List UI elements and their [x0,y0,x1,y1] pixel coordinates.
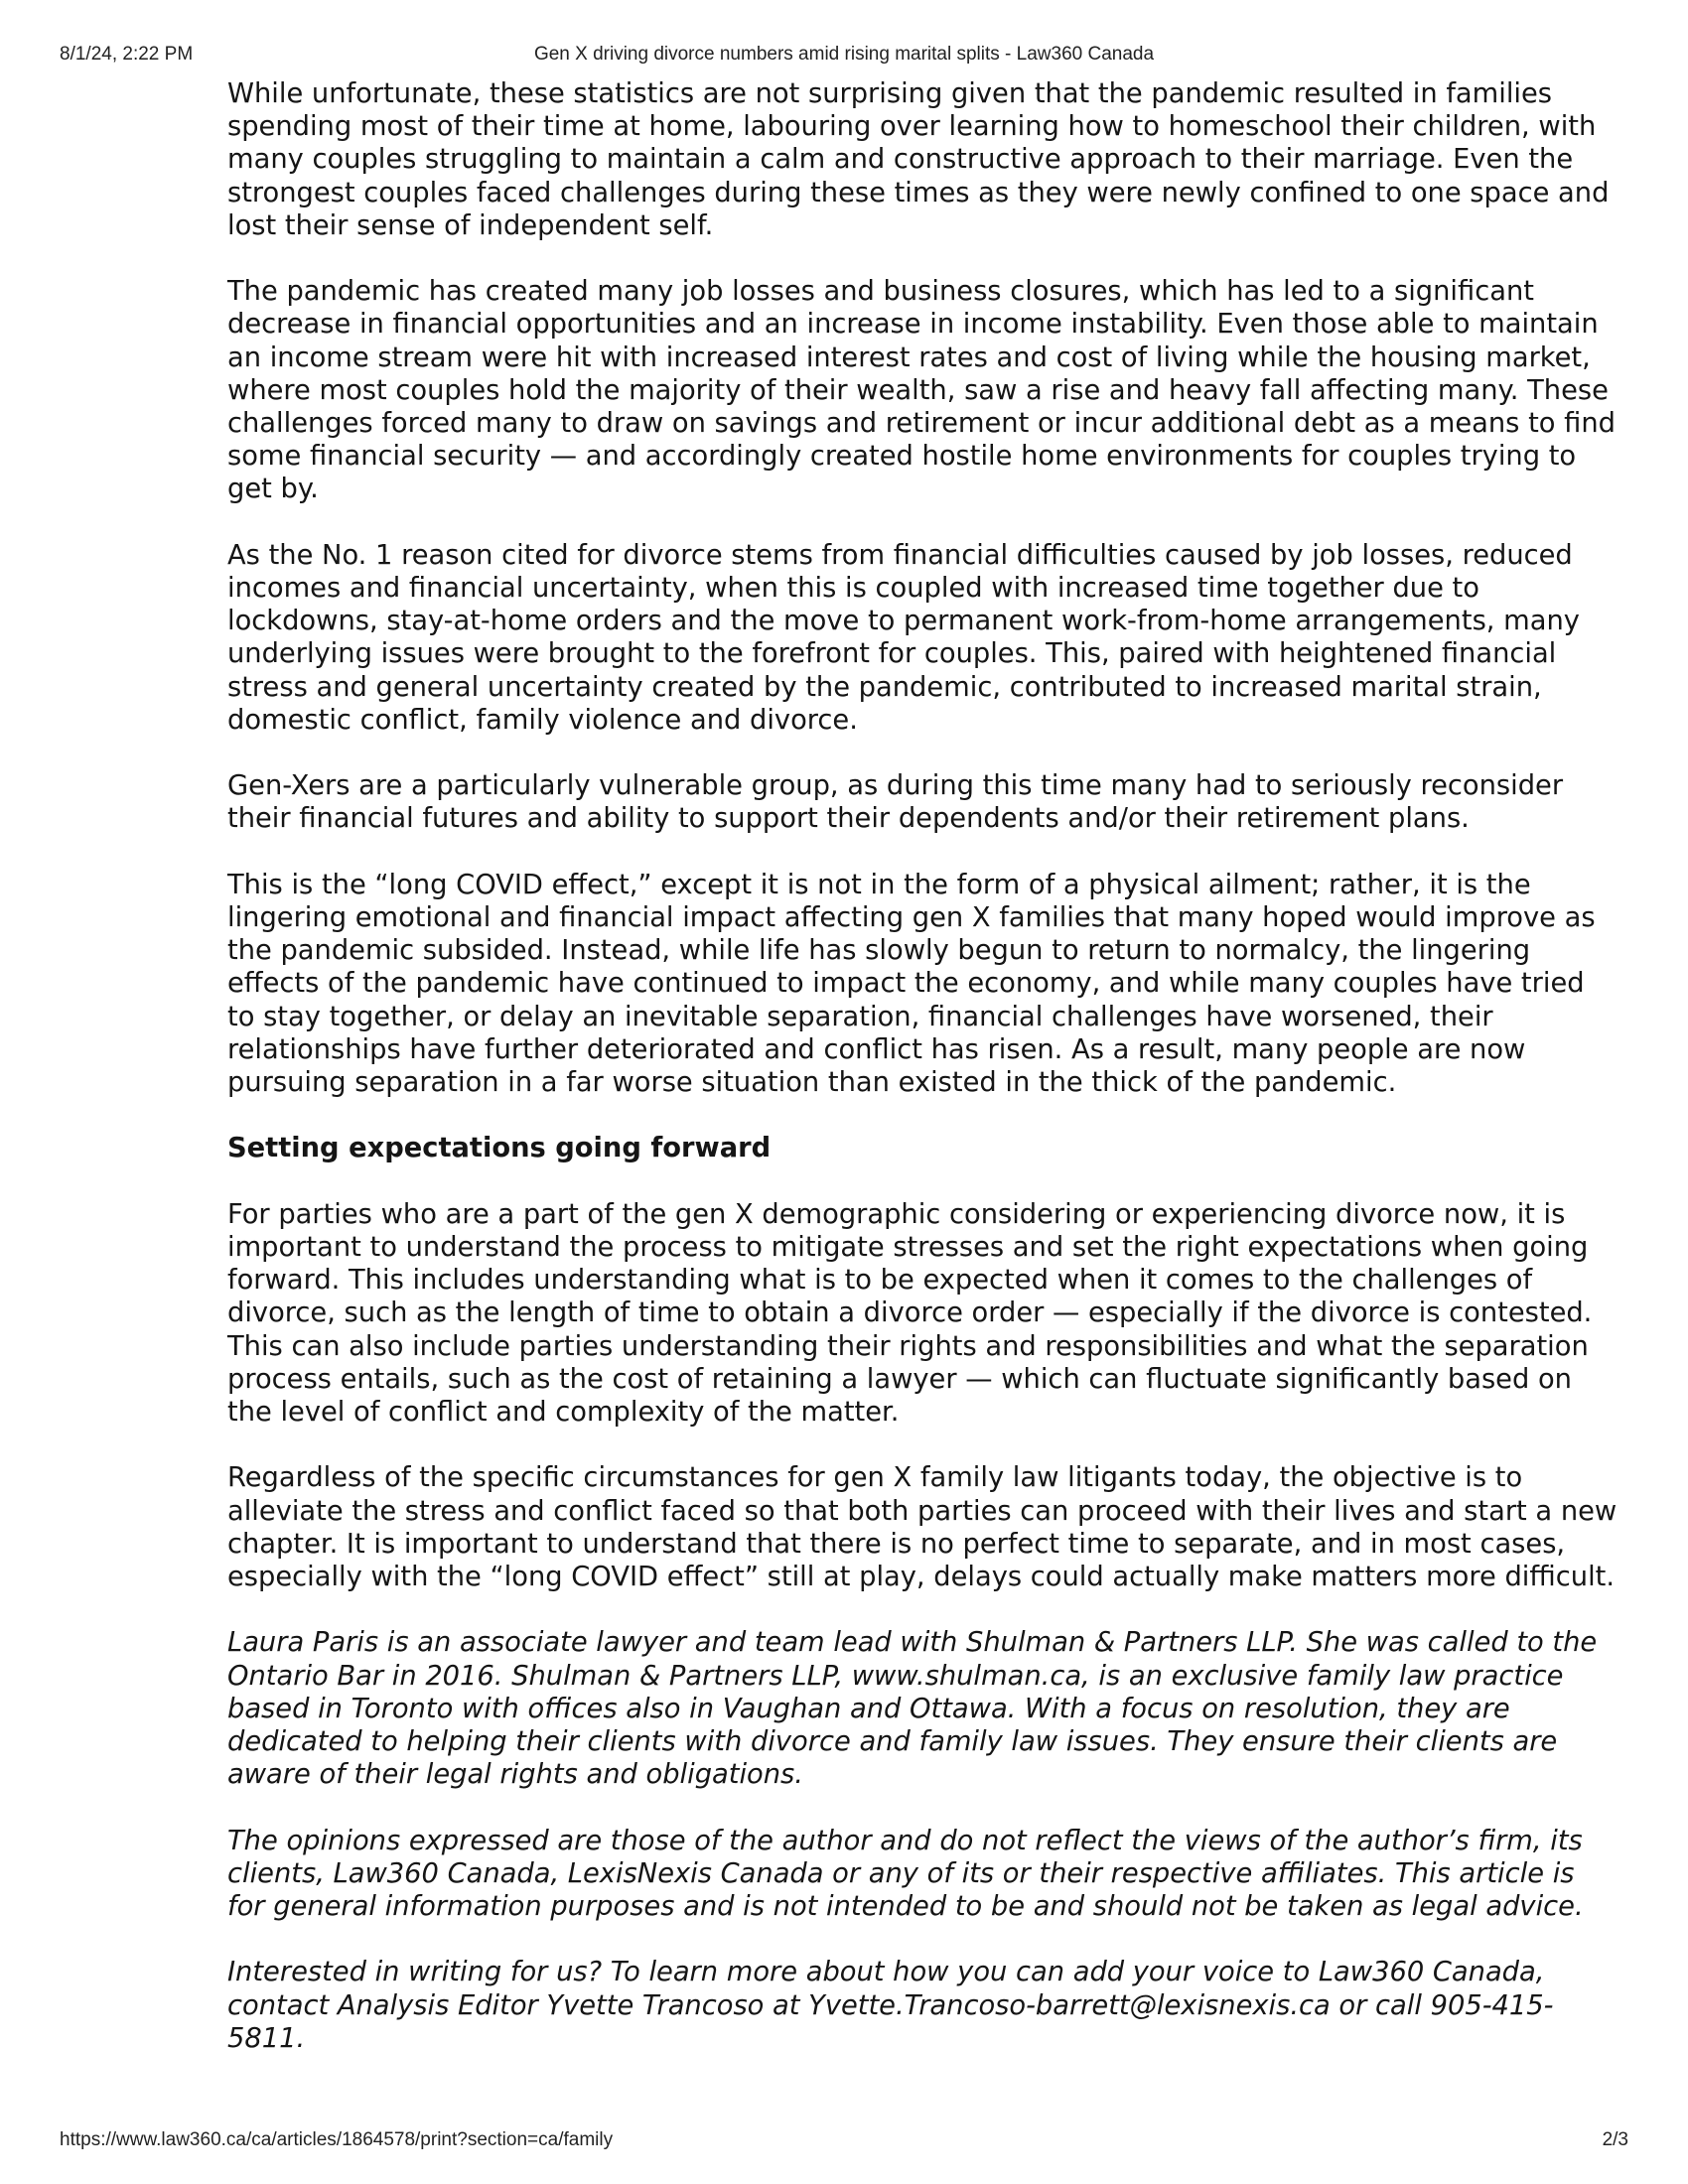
page-counter: 2/3 [1602,2129,1628,2150]
disclaimer: The opinions expressed are those of the author and do not reflect the views of the author’s firm, its clients, Law360 Canada, LexisNexis Canada or any of its or their respective affiliates. This article is for general information purposes and is not intended to be and should not be taken as legal advice. [227,1825,1584,1923]
print-footer [60,2129,1628,2153]
article-paragraph: Gen-Xers are a particularly vulnerable group, as during this time many had to seriously reconsider their financial futures and ability to support their dependents and/or their retirement plans. [227,770,1564,835]
article-body [227,77,1618,2088]
print-header [60,44,1628,68]
print-url: https://www.law360.ca/ca/articles/1864578/print?section=ca/family [60,2129,614,2150]
print-page-title: Gen X driving divorce numbers amid rising marital splits - Law360 Canada [533,44,1155,65]
author-bio: Laura Paris is an associate lawyer and team lead with Shulman & Partners LLP. She was called to the Ontario Bar in 2016. Shulman & Partners LLP, www.shulman.ca, is an exclusive family law practice based in Toronto with offices also in Vaughan and Ottawa. With a focus on resolution, they are dedicated to helping their clients with divorce and family law issues. They ensure their clients are aware of their legal rights and obligations. [227,1627,1598,1791]
contribute-note: Interested in writing for us? To learn more about how you can add your voice to Law360 Canada, contact Analysis Editor Yvette Trancoso at Yvette.Trancoso-barrett@lexisnexis.ca or call 905-415-5811. [227,1957,1554,2054]
article-paragraph: While unfortunate, these statistics are not surprising given that the pandemic resulted in families spending most of their time at home, labouring over learning how to homeschool their children, with many couples struggling to maintain a calm and constructive approach to their marriage. Even the strongest couples faced challenges during these times as they were newly confined to one space and lost their sense of independent self. [227,78,1610,241]
article-paragraph: The pandemic has created many job losses and business closures, which has led to a significant decrease in financial opportunities and an increase in income instability. Even those able to maintain an income stream were hit with increased interest rates and cost of living while the housing market, where most couples hold the majority of their wealth, saw a rise and heavy fall affecting many. These challenges forced many to draw on savings and retirement or incur additional debt as a means to find some financial security — and accordingly created hostile home environments for couples trying to get by. [227,276,1616,505]
section-subheading: Setting expectations going forward [227,1133,772,1164]
article-paragraph: For parties who are a part of the gen X demographic considering or experiencing divorce now, it is important to understand the process to mitigate stresses and set the right expectations when going forward. This includes understanding what is to be expected when it comes to the challenges of divorce, such as the length of time to obtain a divorce order — especially if the divorce is contested. This can also include parties understanding their rights and responsibilities and what the separation process entails, such as the cost of retaining a lawyer — which can fluctuate significantly based on the level of conflict and complexity of the matter. [227,1198,1593,1429]
print-datetime: 8/1/24, 2:22 PM [60,44,194,65]
article-paragraph: Regardless of the specific circumstances for gen X family law litigants today, the objective is to alleviate the stress and conflict faced so that both parties can proceed with their lives and start a new chapter. It is important to understand that there is no perfect time to separate, and in most cases, especially with the “long COVID effect” still at play, delays could actually make matters more difficult. [227,1462,1618,1593]
article-paragraph: This is the “long COVID effect,” except it is not in the form of a physical ailment; rather, it is the lingering emotional and financial impact affecting gen X families that many hoped would improve as the pandemic subsided. Instead, while life has slowly begun to return to normalcy, the lingering effects of the pandemic have continued to impact the economy, and while many couples have tried to stay together, or delay an inevitable separation, financial challenges have worsened, their relationships have further deteriorated and conflict has risen. As a result, many people are now pursuing separation in a far worse situation than existed in the thick of the pandemic. [227,869,1596,1099]
article-paragraph: As the No. 1 reason cited for divorce stems from financial difficulties caused by job losses, reduced incomes and financial uncertainty, when this is coupled with increased time together due to lockdowns, stay-at-home orders and the move to permanent work-from-home arrangements, many underlying issues were brought to the forefront for couples. This, paired with heightened financial stress and general uncertainty created by the pandemic, contributed to increased marital strain, domestic conflict, family violence and divorce. [227,539,1580,736]
